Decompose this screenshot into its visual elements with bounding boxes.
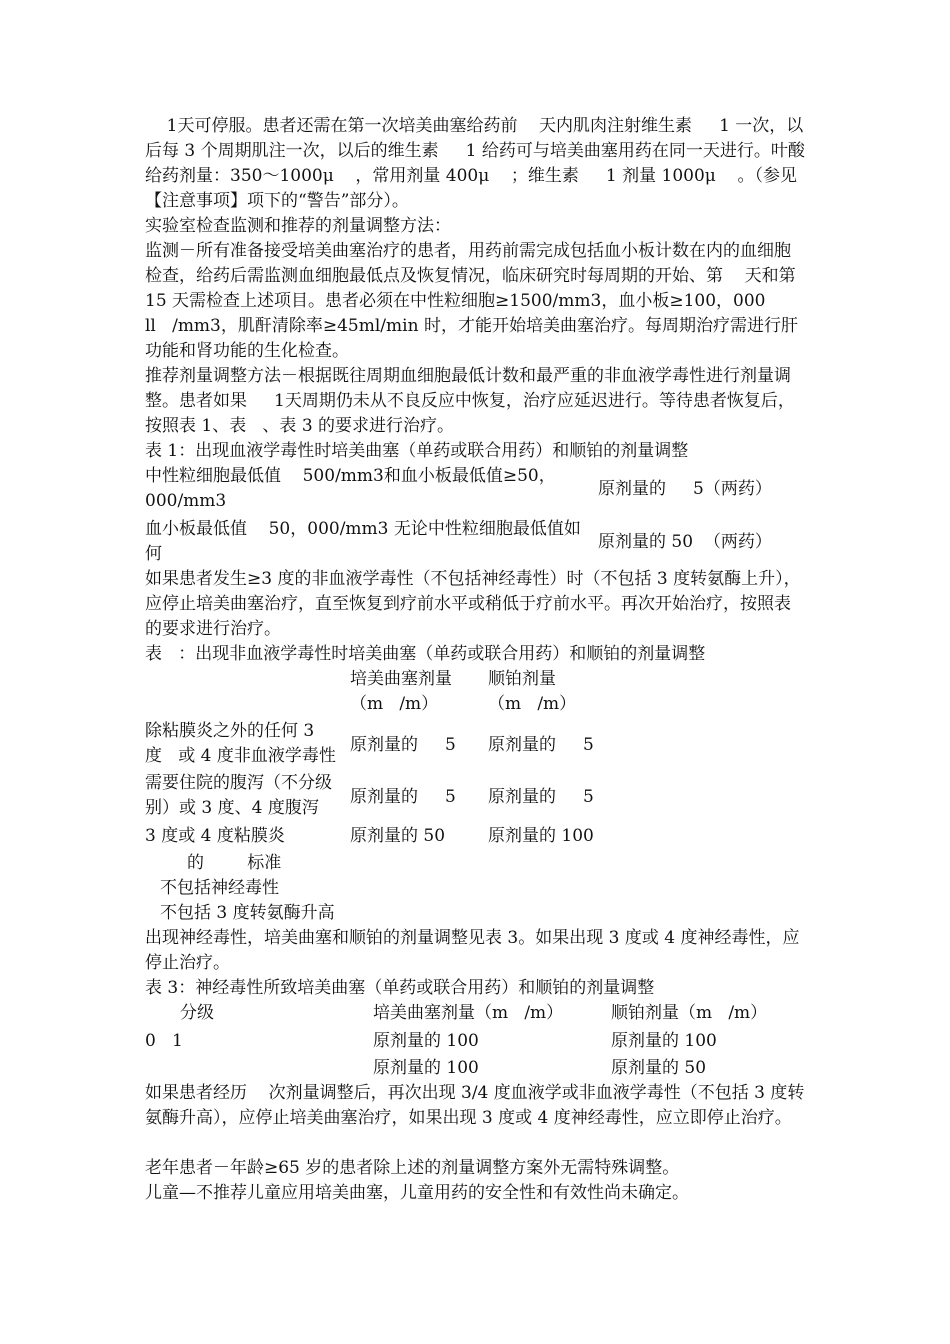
- table2-condition: 除粘膜炎之外的任何 3: [145, 721, 315, 741]
- discontinuation-paragraph: 如果患者经历 次剂量调整后，再次出现 3/4 度血液学或非血液学毒性（不包括 3 度转氨酶升高），应停止培美曲塞治疗，如果出现 3 度或 4 度神经毒性，应立即停止治疗。: [145, 1083, 805, 1128]
- dose-adjustment-paragraph: 推荐剂量调整方法－根据既往周期血细胞最低计数和最严重的非血液学毒性进行剂量调整。患者如果 1天周期仍未从不良反应中恢复，治疗应延迟进行。等待患者恢复后，按照表 1、表 、表 3 的要求进行治疗。: [145, 366, 795, 436]
- table2-condition: 3 度或 4 度粘膜炎: [145, 826, 285, 846]
- children-paragraph: 儿童—不推荐儿童应用培美曲塞，儿童用药的安全性和有效性尚未确定。: [145, 1183, 689, 1203]
- table2-pemetrexed-dose: 原剂量的 50: [350, 826, 446, 846]
- table2-header-pemetrexed: 培美曲塞剂量: [350, 669, 452, 689]
- dosing-paragraph: 1天可停服。患者还需在第一次培美曲塞给药前 天内肌肉注射维生素 1 一次，以后每 3 个周期肌注一次，以后的维生素 1 给药可与培美曲塞用药在同一天进行。叶酸给药剂量：350～1000μ ，常用剂量 400μ ；维生素 1 剂量 1000μ 。（参见【注意事项】项下的“警告”部分）。: [145, 116, 805, 211]
- table1-title: 表 1：出现血液学毒性时培美曲塞（单药或联合用药）和顺铂的剂量调整: [145, 441, 689, 461]
- table2-footnote: 不包括神经毒性: [160, 878, 279, 898]
- table2-title: 表 ：出现非血液学毒性时培美曲塞（单药或联合用药）和顺铂的剂量调整: [145, 644, 706, 664]
- table3-pemetrexed-dose: 原剂量的 100: [373, 1058, 479, 1078]
- table2-cisplatin-dose: 原剂量的 5: [488, 787, 594, 807]
- lab-monitoring-heading: 实验室检查监测和推荐的剂量调整方法：: [145, 216, 451, 236]
- table2-pemetrexed-dose: 原剂量的 5: [350, 735, 456, 755]
- table2-header-cisplatin-unit: （m /m）: [488, 694, 577, 714]
- table3-header-pemetrexed: 培美曲塞剂量（m /m）: [373, 1003, 564, 1023]
- table3-header-cisplatin: 顺铂剂量（m /m）: [611, 1003, 768, 1023]
- table1-condition: 血小板最低值 50，000/mm3 无论中性粒细胞最低值如何: [145, 519, 581, 564]
- elderly-paragraph: 老年患者－年龄≥65 岁的患者除上述的剂量调整方案外无需特殊调整。: [145, 1158, 680, 1178]
- table1-dose: 原剂量的 5（两药）: [598, 479, 772, 499]
- non-heme-toxicity-paragraph: 如果患者发生≥3 度的非血液学毒性（不包括神经毒性）时（不包括 3 度转氨酶上升），应停止培美曲塞治疗，直至恢复到疗前水平或稍低于疗前水平。再次开始治疗，按照表 的要求进行治疗。: [145, 569, 813, 639]
- table1-dose: 原剂量的 50 （两药）: [598, 532, 772, 552]
- table2-header-pemetrexed-unit: （m /m）: [350, 694, 439, 714]
- table2-header-cisplatin: 顺铂剂量: [488, 669, 556, 689]
- table3-grade: 0 1: [145, 1031, 183, 1051]
- table3-cisplatin-dose: 原剂量的 50: [611, 1058, 707, 1078]
- table2-condition: 度 或 4 度非血液学毒性: [145, 746, 336, 766]
- table2-cisplatin-dose: 原剂量的 100: [488, 826, 594, 846]
- table2-cisplatin-dose: 原剂量的 5: [488, 735, 594, 755]
- table2-condition: 别）或 3 度、4 度腹泻: [145, 798, 319, 818]
- table2-footnote: 的 标准: [187, 853, 282, 873]
- table1-condition: 中性粒细胞最低值 500/mm3和血小板最低值≥50，000/mm3: [145, 466, 556, 511]
- table3-cisplatin-dose: 原剂量的 100: [611, 1031, 717, 1051]
- table2-pemetrexed-dose: 原剂量的 5: [350, 787, 456, 807]
- monitoring-paragraph: 监测－所有准备接受培美曲塞治疗的患者，用药前需完成包括血小板计数在内的血细胞检查，给药后需监测血细胞最低点及恢复情况，临床研究时每周期的开始、第 天和第 15 天需检查上述项目。患者必须在中性粒细胞≥1500/mm3，血小板≥100，000 ll /mm3，肌酐清除率≥45ml/min 时，才能开始培美曲塞治疗。每周期治疗需进行肝功能和肾功能的生化检查。: [145, 241, 804, 361]
- neurotoxicity-paragraph: 出现神经毒性，培美曲塞和顺铂的剂量调整见表 3。如果出现 3 度或 4 度神经毒性，应停止治疗。: [145, 928, 800, 973]
- table2-footnote: 不包括 3 度转氨酶升高: [160, 903, 335, 923]
- table2-condition: 需要住院的腹泻（不分级: [145, 773, 332, 793]
- table3-header-grade: 分级: [180, 1003, 214, 1023]
- table3-title: 表 3：神经毒性所致培美曲塞（单药或联合用药）和顺铂的剂量调整: [145, 978, 655, 998]
- table3-pemetrexed-dose: 原剂量的 100: [373, 1031, 479, 1051]
